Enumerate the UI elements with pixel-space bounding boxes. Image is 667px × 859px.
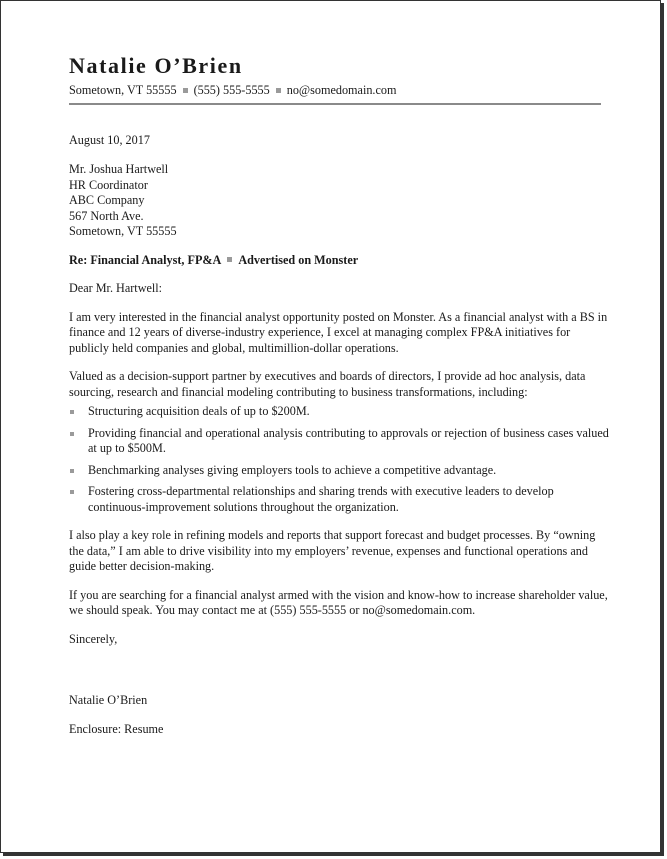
subject-position: Re: Financial Analyst, FP&A (69, 252, 222, 267)
contact-email: no@somedomain.com (286, 83, 397, 97)
achievements-list (69, 404, 609, 515)
list-item (69, 426, 609, 457)
body-paragraph-2: Valued as a decision-support partner by executives and boards of directors, I provide ad hoc analysis, data sourcing, research and financial modeling contributing to business transformations, including: (69, 369, 586, 399)
body-paragraph-3: I also play a key role in refining models and reports that support forecast and budget processes. By “owning the data,” I am able to drive visibility into my employers’ revenue, expenses and functional operations and guide better decision-making. (69, 528, 596, 573)
contact-address: Sometown, VT 55555 (69, 83, 177, 97)
header-divider (69, 103, 601, 105)
recipient-line: ABC Company (69, 193, 145, 207)
body-paragraph-4: If you are searching for a financial analyst armed with the vision and know-how to increase shareholder value, we should speak. You may contact me at (555) 555-5555 or no@somedomain.com. (69, 587, 608, 617)
salutation: Dear Mr. Hartwell: (69, 281, 163, 295)
closing: Sincerely, (69, 631, 118, 646)
recipient-line: Mr. Joshua Hartwell (69, 162, 169, 176)
contact-line (69, 83, 609, 99)
bullet-square-icon (70, 432, 74, 436)
body-paragraph-1: I am very interested in the financial analyst opportunity posted on Monster. As a financial analyst with a BS in finance and 12 years of diverse-industry experience, I excel at managing complex FP&A initiatives for publicly held companies and global, multimillion-dollar operations. (69, 309, 608, 355)
list-item-text: Benchmarking analyses giving employers tools to achieve a competitive advantage. (88, 462, 497, 477)
list-item-text: Providing financial and operational analysis contributing to approvals or rejection of business cases valued at up to $500M. (88, 425, 609, 455)
separator-square-icon (276, 88, 281, 93)
letter-content (69, 53, 609, 737)
letter-date: August 10, 2017 (69, 132, 150, 147)
list-item-text: Structuring acquisition deals of up to $200M. (88, 404, 310, 418)
list-item-text: Fostering cross-departmental relationships and sharing trends with executive leaders to develop continuous-improvement solutions throughout the organization. (88, 484, 554, 514)
separator-square-icon (183, 88, 188, 93)
list-item (69, 484, 609, 515)
bullet-square-icon (70, 410, 74, 414)
recipient-line: Sometown, VT 55555 (69, 224, 177, 238)
recipient-address (69, 162, 609, 240)
enclosure-note: Enclosure: Resume (69, 721, 164, 736)
recipient-line: HR Coordinator (69, 177, 148, 192)
signature-name: Natalie O’Brien (69, 693, 148, 707)
list-item (69, 463, 609, 479)
recipient-line: 567 North Ave. (69, 208, 144, 223)
subject-source: Advertised on Monster (238, 252, 359, 267)
separator-square-icon (227, 257, 232, 262)
bullet-square-icon (70, 490, 74, 494)
list-item (69, 404, 609, 420)
sender-name: Natalie O’Brien (69, 53, 243, 78)
subject-line (69, 253, 609, 269)
contact-phone: (555) 555-5555 (193, 83, 270, 97)
bullet-square-icon (70, 469, 74, 473)
